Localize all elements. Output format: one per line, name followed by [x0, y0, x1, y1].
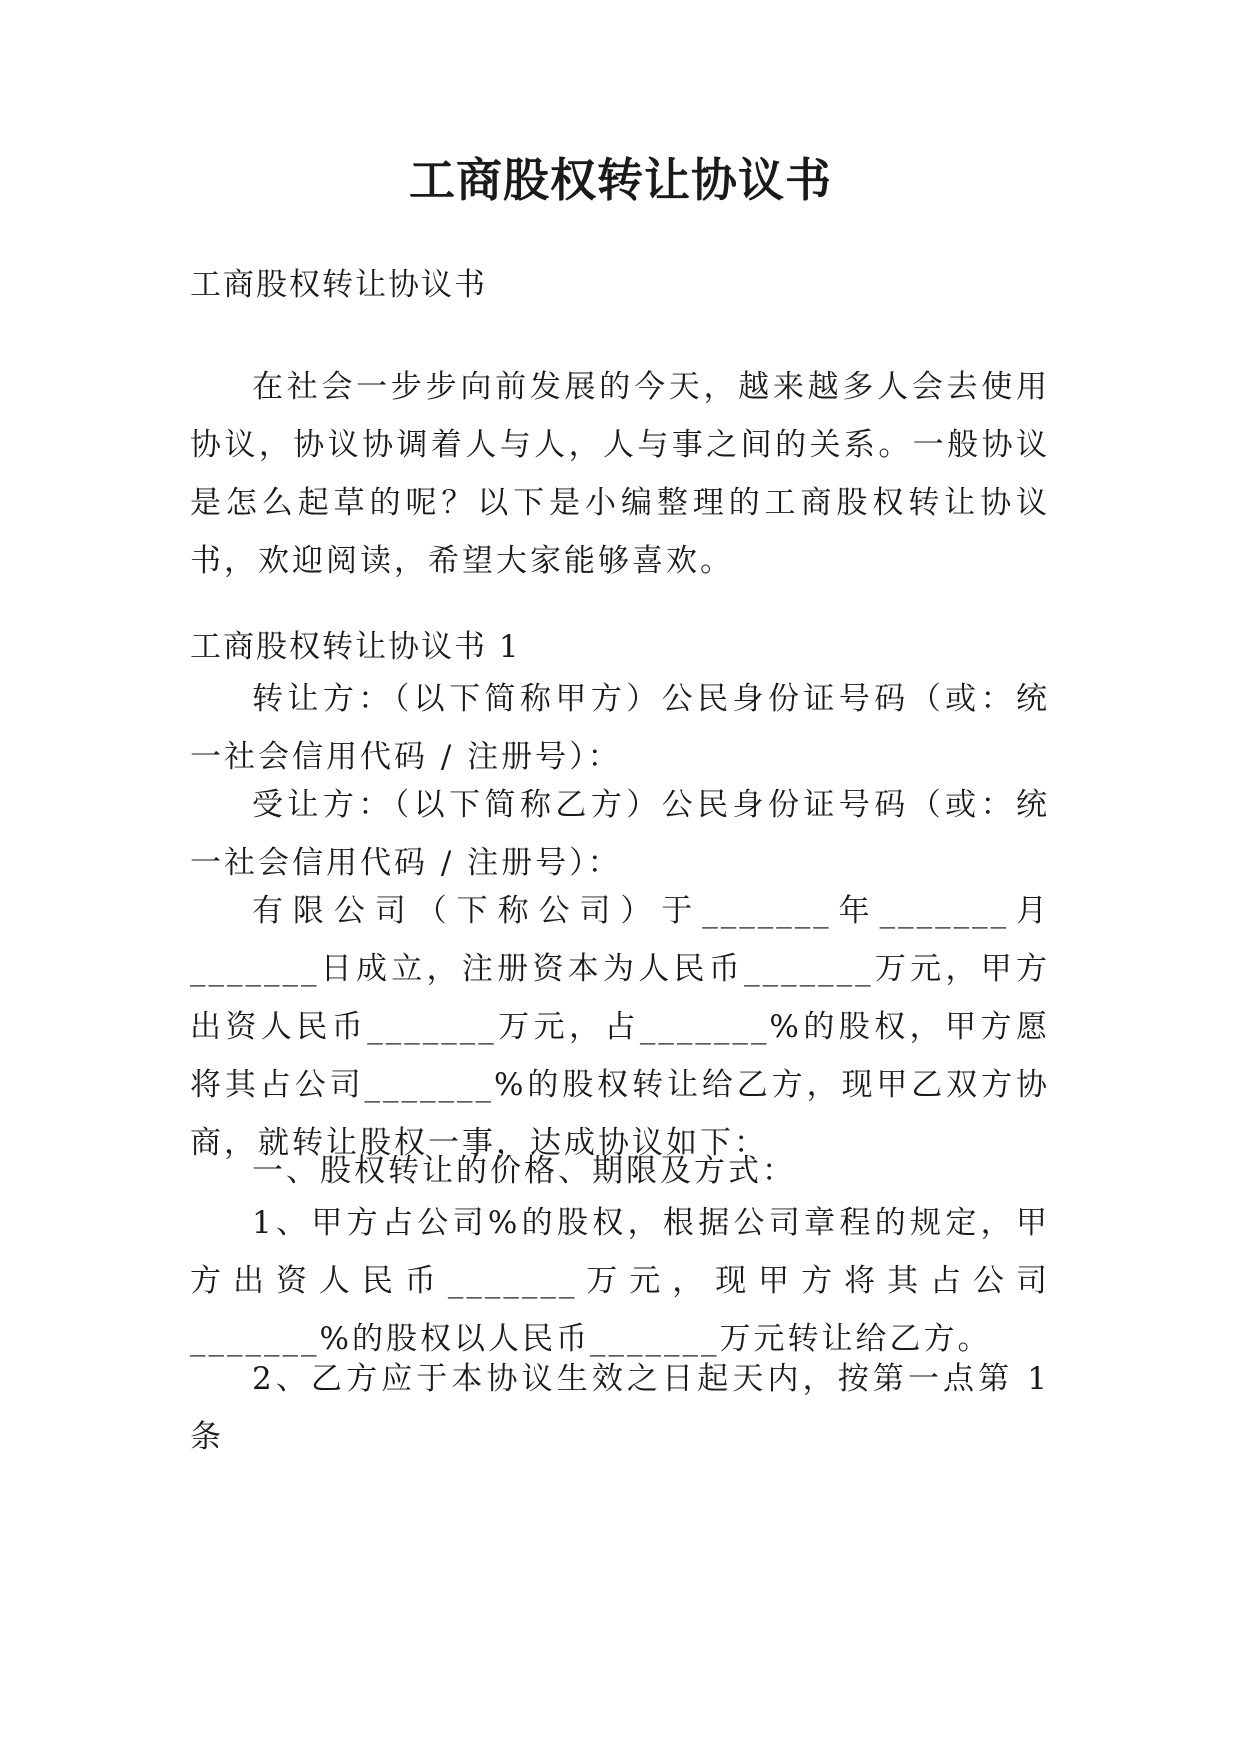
clause-item-1: 1、甲方占公司%的股权，根据公司章程的规定，甲方出资人民币_______万元，现甲方将其占公司_______%的股权以人民币_______万元转让给乙方。 [190, 1205, 1050, 1357]
transferee-paragraph: 受让方：（以下简称乙方）公民身份证号码（或：统一社会信用代码 / 注册号）： [190, 787, 1050, 881]
section-heading: 工商股权转让协议书 1 [190, 629, 521, 665]
intro-paragraph: 在社会一步步向前发展的今天，越来越多人会去使用协议，协议协调着人与人，人与事之间的关系。一般协议是怎么起草的呢？以下是小编整理的工商股权转让协议书，欢迎阅读，希望大家能够喜欢。 [190, 369, 1050, 579]
transferor-paragraph: 转让方：（以下简称甲方）公民身份证号码（或：统一社会信用代码 / 注册号）： [190, 681, 1050, 775]
document-title: 工商股权转让协议书 [409, 153, 832, 207]
clause-heading: 一、股权转让的价格、期限及方式： [252, 1153, 796, 1189]
company-paragraph: 有限公司（下称公司）于_______年_______月_______日成立，注册资本为人民币_______万元，甲方出资人民币_______万元，占_______%的股权，甲方愿将其占公司_______%的股权转让给乙方，现甲乙双方协商，就转让股权一事，达成协议如下： [190, 893, 1050, 1161]
document-subtitle: 工商股权转让协议书 [190, 267, 487, 303]
clause-item-2: 2、乙方应于本协议生效之日起天内，按第一点第 1 条 [190, 1361, 1050, 1455]
